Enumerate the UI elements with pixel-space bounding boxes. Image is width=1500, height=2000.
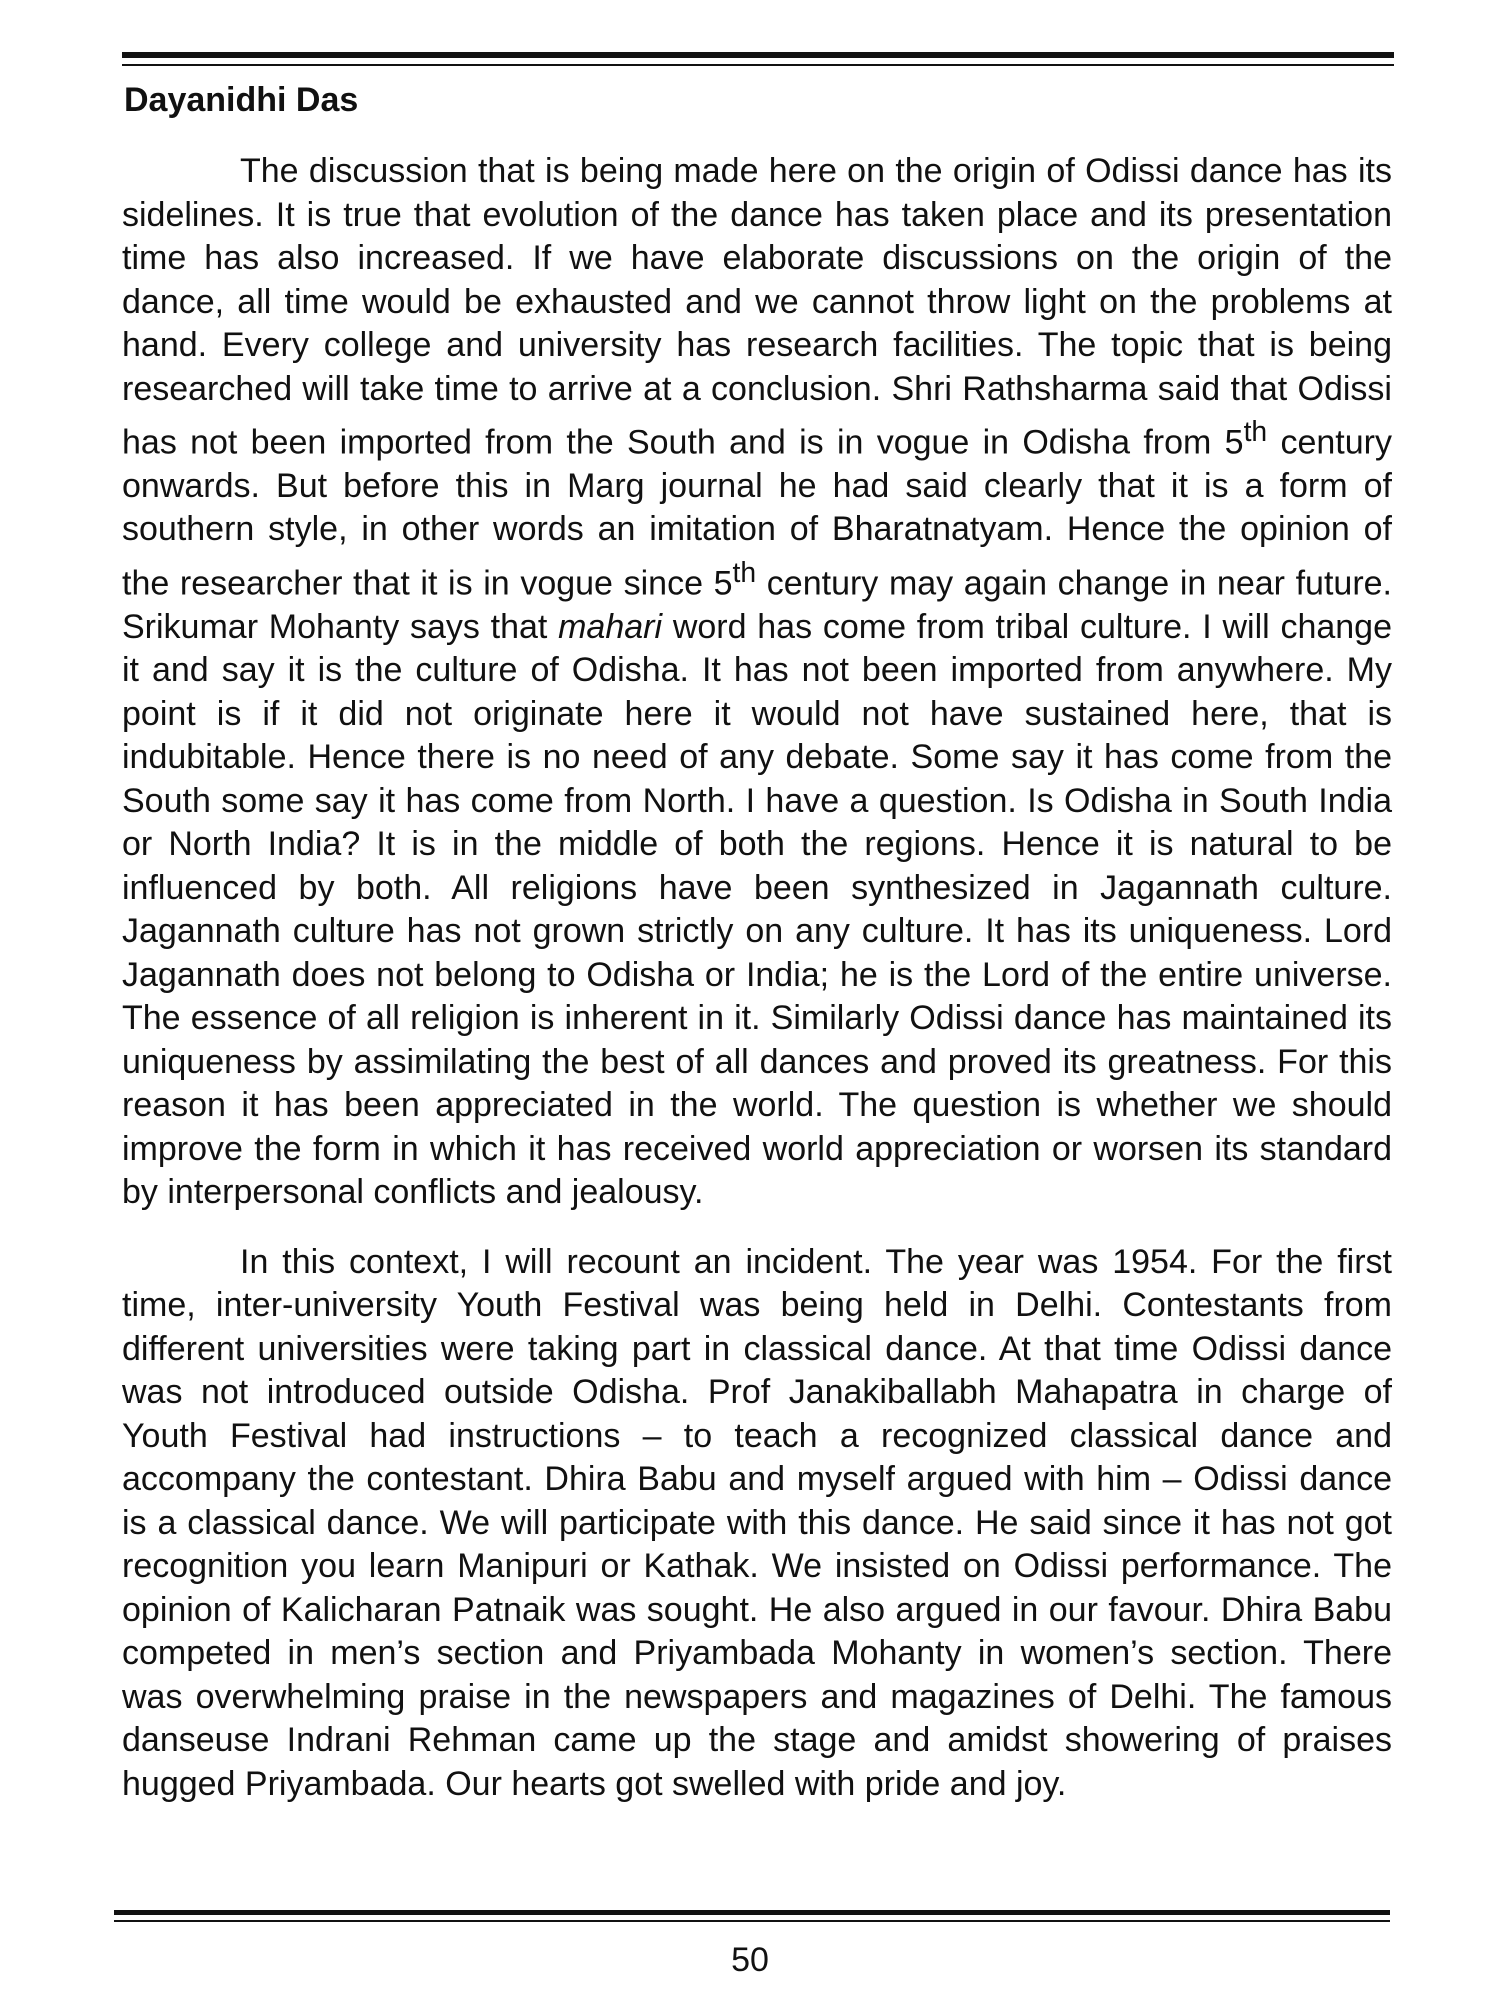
article-body [122,150,1392,1832]
superscript-th-1: th [1243,416,1268,448]
paragraph-1-part-4: word has come from tribal culture. I will change it and say it is the culture of Odisha. It has not been imported from anywhere. My point is if it did not originate here it would not have sustained here, that is indubitable. Hence there is no need of any debate. Some say it has come from the South some say it has come from North. I have a question. Is Odisha in South India or North India? It is in the middle of both the regions. Hence it is natural to be influenced by both. All religions have been synthesized in Jagannath culture. Jagannath culture has not grown strictly on any culture. It has its uniqueness. Lord Jagannath does not belong to Odisha or India; he is the Lord of the entire universe. The essence of all religion is inherent in it. Similarly Odissi dance has maintained its uniqueness by assimilating the best of all dances and proved its greatness. For this reason it has been appreciated in the world. The question is whether we should improve the form in which it has received world appreciation or worsen its standard by interpersonal conflicts and jealousy. [122,607,1392,1212]
paragraph-2: In this context, I will recount an incident. The year was 1954. For the first time, inter-university Youth Festival was being held in Delhi. Contestants from different universities were taking part in classical dance. At that time Odissi dance was not introduced outside Odisha. Prof Janakiballabh Mahapatra in charge of Youth Festival had instructions – to teach a recognized classical dance and accompany the contestant. Dhira Babu and myself argued with him – Odissi dance is a classical dance. We will participate with this dance. He said since it has not got recognition you learn Manipuri or Kathak. We insisted on Odissi performance. The opinion of Kalicharan Patnaik was sought. He also argued in our favour. Dhira Babu competed in men’s section and Priyambada Mohanty in women’s section. There was overwhelming praise in the newspapers and magazines of Delhi. The famous danseuse Indrani Rehman came up the stage and amidst showering of praises hugged Priyambada. Our hearts got swelled with pride and joy. [122,1242,1392,1803]
paragraph-1-part-2: century onwards. But before this in Marg journal he had said clearly that it is a form of southern style, in other words an imitation of Bharatnatyam. Hence the opinion of the researcher that it is in vogue since 5 [122,423,1392,603]
footer-rule-thick [114,1910,1390,1915]
header-rule-thin [122,64,1394,66]
italic-term-mahari: mahari [558,607,663,646]
paragraph-1 [122,150,1392,1215]
paragraph-1-part-1: The discussion that is being made here on the origin of Odissi dance has its sidelines. It is true that evolution of the dance has taken place and its presentation time has also increased. If we have elaborate discussions on the origin of the dance, all time would be exhausted and we cannot throw light on the problems at hand. Every college and university has research facilities. The topic that is being researched will take time to arrive at a conclusion. Shri Rathsharma said that Odissi has not been imported from the South and is in vogue in Odisha from 5 [122,152,1392,462]
superscript-th-2: th [732,556,757,589]
header-rule-thick [122,52,1394,58]
author-heading: Dayanidhi Das [124,81,359,119]
paragraph-1-part-3: century may again change in near future. Srikumar Mohanty says that [122,564,1392,646]
page-number: 50 [731,1941,769,1979]
footer-rule-thin [114,1920,1390,1922]
